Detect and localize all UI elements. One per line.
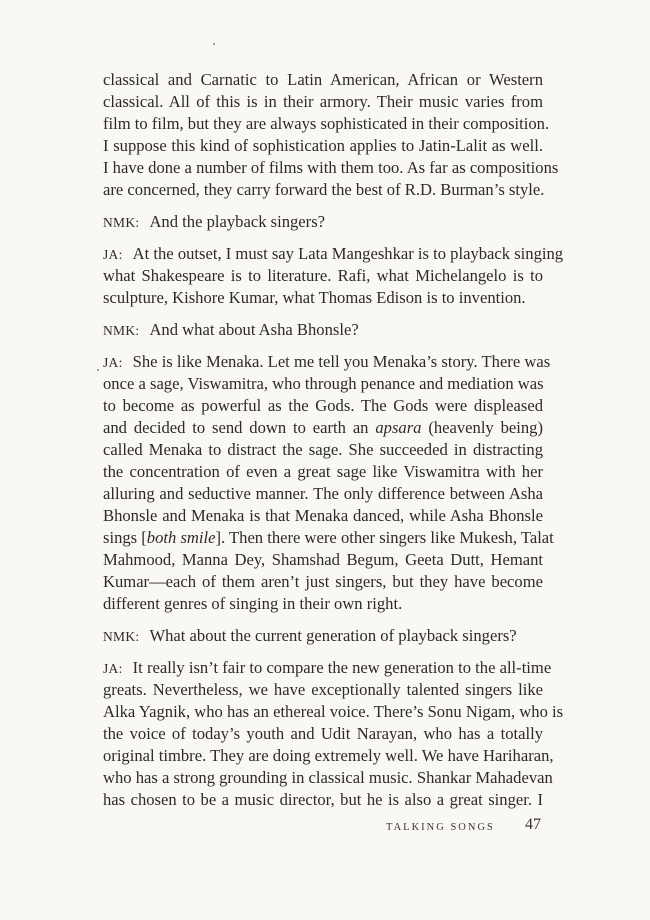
dialogue-text: She is like Menaka. Let me tell you Menaka’s story. There was [132, 352, 551, 371]
text-line [103, 417, 543, 439]
dialogue-text: And what about Asha Bhonsle? [149, 320, 359, 339]
page-number: 47 [525, 816, 541, 833]
text-line: I have done a number of films with them too. As far as compositions [103, 158, 559, 177]
text-line: has chosen to be a music director, but he is also a great singer. I [103, 790, 543, 809]
dialogue-text: It really isn’t fair to compare the new generation to the all-time [132, 658, 552, 677]
speaker-label: NMK: [103, 215, 140, 230]
text-line [103, 351, 551, 374]
stage-direction: both smile [146, 528, 216, 547]
text-line: who has a strong grounding in classical music. Shankar Mahadevan [103, 768, 553, 787]
text-line: Alka Yagnik, who has an ethereal voice. There’s Sonu Nigam, who is [103, 702, 564, 721]
text-line: film to film, but they are always sophisticated in their composition. [103, 114, 550, 133]
running-title: TALKING SONGS [386, 822, 495, 833]
text-line: Mahmood, Manna Dey, Shamshad Begum, Geeta Dutt, Hemant [103, 550, 543, 569]
scan-speck [97, 369, 99, 371]
text-segment: (heavenly being) [428, 418, 543, 437]
text-line: Bhonsle and Menaka is that Menaka danced, while Asha Bhonsle [103, 506, 543, 525]
text-line: I suppose this kind of sophistication applies to Jatin-Lalit as well. [103, 136, 543, 155]
text-line: once a sage, Viswamitra, who through penance and mediation was [103, 374, 544, 393]
text-line: called Menaka to distract the sage. She succeeded in distracting [103, 440, 543, 459]
text-line [103, 211, 543, 234]
italic-term: apsara [375, 418, 422, 437]
scan-speck [213, 43, 215, 45]
text-line [103, 657, 552, 680]
text-line: different genres of singing in their own right. [103, 594, 403, 613]
text-line [103, 319, 543, 342]
text-line: what Shakespeare is to literature. Rafi, what Michelangelo is to [103, 266, 543, 285]
text-line: classical. All of this is in their armory. Their music varies from [103, 92, 543, 111]
text-line: greats. Nevertheless, we have exceptionally talented singers like [103, 680, 543, 699]
dialogue-text: At the outset, I must say Lata Mangeshkar is to playback singing [132, 244, 564, 263]
text-line: the voice of today’s youth and Udit Narayan, who has a totally [103, 724, 543, 743]
dialogue-text: And the playback singers? [149, 212, 326, 231]
text-line: alluring and seductive manner. The only difference between Asha [103, 484, 543, 503]
text-line: classical and Carnatic to Latin American, African or Western [103, 70, 543, 89]
text-line [103, 625, 543, 648]
speaker-label: JA: [103, 355, 123, 370]
text-line: are concerned, they carry forward the best of R.D. Burman’s style. [103, 180, 545, 199]
speaker-label: JA: [103, 247, 123, 262]
text-segment: ]. Then there were other singers like Mukesh, Talat [215, 528, 554, 547]
speaker-label: NMK: [103, 323, 140, 338]
text-line: to become as powerful as the Gods. The Gods were displeased [103, 396, 543, 415]
dialogue-text: What about the current generation of playback singers? [149, 626, 517, 645]
speaker-label: NMK: [103, 629, 140, 644]
text-segment: and decided to send down to earth an [103, 418, 369, 437]
text-line: Kumar—each of them aren’t just singers, but they have become [103, 572, 543, 591]
text-line [103, 243, 564, 266]
text-line: sculpture, Kishore Kumar, what Thomas Edison is to invention. [103, 288, 526, 307]
text-segment: sings [ [103, 528, 147, 547]
speaker-label: JA: [103, 661, 123, 676]
text-line: the concentration of even a great sage like Viswamitra with her [103, 462, 543, 481]
text-line: original timbre. They are doing extremely well. We have Hariharan, [103, 746, 554, 765]
text-line [103, 527, 554, 549]
